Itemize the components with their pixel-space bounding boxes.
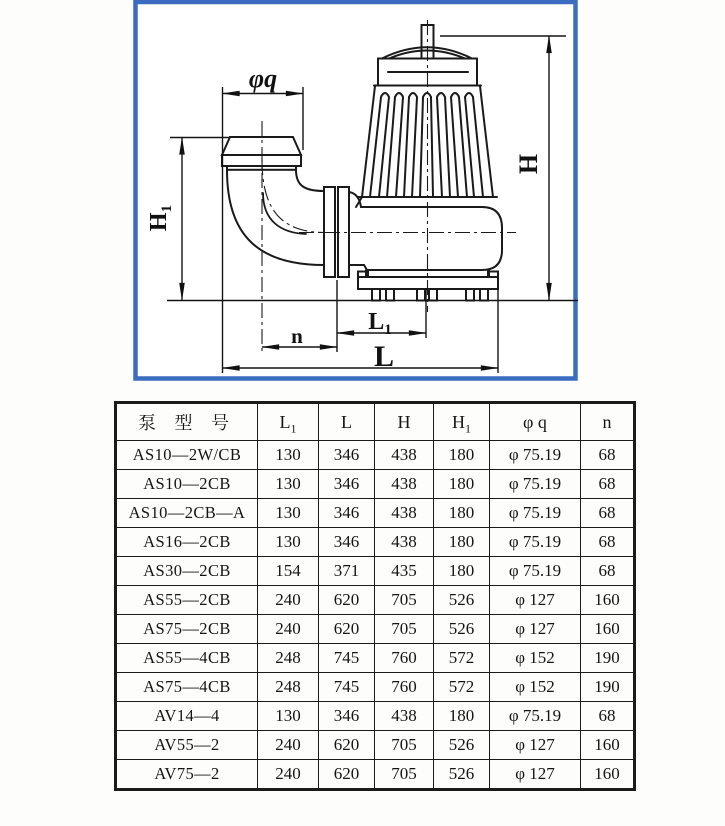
cell-l: 745 [319,644,375,673]
cell-h: 705 [375,615,434,644]
cell-l: 346 [319,470,375,499]
figure-frame [136,2,576,379]
pump-spec-table [114,401,636,791]
header-h: H [375,403,434,441]
cell-h1: 180 [434,499,490,528]
table-row [116,731,635,760]
pump-dimension-figure [0,0,725,400]
cell-h: 438 [375,702,434,731]
cell-n: 190 [581,644,635,673]
table-row [116,470,635,499]
cell-model: AS75—2CB [116,615,258,644]
cell-phi-q: φ 75.19 [490,702,581,731]
spec-table-body [116,441,635,790]
header-row [116,403,635,441]
table-row [116,557,635,586]
cell-phi-q: φ 75.19 [490,528,581,557]
label-phi-q: φq [248,64,278,93]
cell-model: AV14—4 [116,702,258,731]
cell-h: 438 [375,470,434,499]
cell-l: 620 [319,760,375,790]
cell-phi-q: φ 75.19 [490,470,581,499]
header-h1: $H_1$ [434,403,490,441]
cell-l: 346 [319,702,375,731]
cell-model: AS16—2CB [116,528,258,557]
cell-n: 160 [581,586,635,615]
cell-model: AS10—2CB [116,470,258,499]
cell-h1: 526 [434,615,490,644]
cell-l1: 154 [258,557,319,586]
cell-h: 760 [375,644,434,673]
cell-model: AS30—2CB [116,557,258,586]
label-h1: $H_1$ [146,204,175,232]
cell-h1: 572 [434,673,490,702]
header-phi-q: φ q [490,403,581,441]
cell-h1: 526 [434,760,490,790]
cell-h1: 526 [434,731,490,760]
table-row [116,615,635,644]
cell-l1: 130 [258,528,319,557]
cell-n: 160 [581,731,635,760]
cell-h1: 180 [434,441,490,470]
label-h: H [514,153,543,175]
cell-l: 620 [319,586,375,615]
cell-phi-q: φ 75.19 [490,499,581,528]
table-row [116,441,635,470]
table-row [116,673,635,702]
cell-model: AS55—4CB [116,644,258,673]
cell-h1: 572 [434,644,490,673]
cell-h1: 526 [434,586,490,615]
cell-model: AS10—2CB—A [116,499,258,528]
header-l: L [319,403,375,441]
cell-l1: 130 [258,441,319,470]
cell-h: 438 [375,528,434,557]
cell-n: 68 [581,441,635,470]
cell-h: 705 [375,586,434,615]
cell-h1: 180 [434,528,490,557]
table-row [116,702,635,731]
header-l1: $L_1$ [258,403,319,441]
label-l1: $L_1$ [368,309,392,338]
cell-model: AS10—2W/CB [116,441,258,470]
cell-n: 68 [581,528,635,557]
cell-phi-q: φ 127 [490,731,581,760]
table-row [116,760,635,790]
label-l: L [373,340,395,373]
cell-l1: 130 [258,702,319,731]
cell-phi-q: φ 127 [490,615,581,644]
cell-h: 760 [375,673,434,702]
cell-phi-q: φ 152 [490,673,581,702]
cell-h1: 180 [434,557,490,586]
cell-h1: 180 [434,470,490,499]
cell-h: 435 [375,557,434,586]
cell-l1: 240 [258,615,319,644]
cell-n: 68 [581,499,635,528]
cell-l: 346 [319,441,375,470]
cell-model: AV75—2 [116,760,258,790]
cell-l: 745 [319,673,375,702]
table-row [116,644,635,673]
cell-n: 190 [581,673,635,702]
pump-drawing-svg [0,0,725,400]
cell-phi-q: φ 127 [490,760,581,790]
cell-phi-q: φ 75.19 [490,441,581,470]
header-n: n [581,403,635,441]
cell-n: 68 [581,557,635,586]
cell-n: 160 [581,760,635,790]
table-row [116,499,635,528]
cell-n: 68 [581,702,635,731]
cell-l1: 248 [258,673,319,702]
cell-phi-q: φ 127 [490,586,581,615]
cell-h: 705 [375,760,434,790]
cell-phi-q: φ 75.19 [490,557,581,586]
cell-phi-q: φ 152 [490,644,581,673]
cell-l1: 240 [258,731,319,760]
header-model: 泵 型 号 [116,403,258,441]
cell-l: 620 [319,731,375,760]
cell-h1: 180 [434,702,490,731]
cell-n: 160 [581,615,635,644]
cell-model: AV55—2 [116,731,258,760]
spec-table-head [116,403,635,441]
cell-model: AS75—4CB [116,673,258,702]
cell-model: AS55—2CB [116,586,258,615]
table-row [116,528,635,557]
cell-l1: 240 [258,760,319,790]
cell-h: 705 [375,731,434,760]
cell-l1: 248 [258,644,319,673]
cell-h: 438 [375,499,434,528]
cell-l1: 130 [258,470,319,499]
cell-n: 68 [581,470,635,499]
cell-l1: 240 [258,586,319,615]
cell-l: 346 [319,499,375,528]
cell-l: 346 [319,528,375,557]
cell-l: 620 [319,615,375,644]
cell-h: 438 [375,441,434,470]
cell-l: 371 [319,557,375,586]
table-row [116,586,635,615]
label-n: n [291,324,303,348]
cell-l1: 130 [258,499,319,528]
